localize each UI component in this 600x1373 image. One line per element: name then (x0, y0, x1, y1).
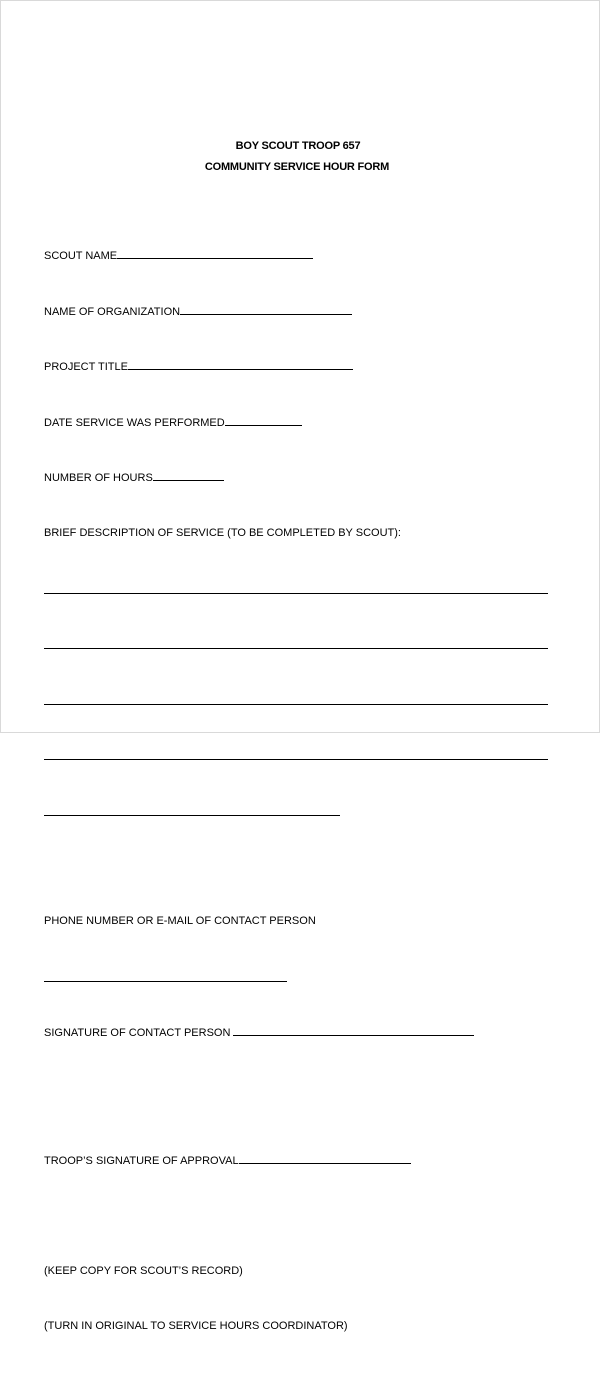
description-row (44, 524, 550, 543)
description-line-1 (44, 579, 550, 598)
description-field-1[interactable] (44, 593, 548, 594)
form-header (1, 136, 599, 176)
organization-label: NAME OF ORGANIZATION (44, 305, 181, 318)
form-body (44, 209, 550, 1373)
organization-field[interactable] (180, 302, 352, 315)
hours-row (44, 468, 550, 487)
spacer (44, 1207, 550, 1225)
date-service-label: DATE SERVICE WAS PERFORMED (44, 416, 225, 429)
contact-signature-field[interactable] (233, 1023, 474, 1036)
date-service-field[interactable] (225, 413, 302, 426)
troop-title: BOY SCOUT TROOP 657 (235, 140, 361, 152)
contact-signature-label: SIGNATURE OF CONTACT PERSON (44, 1026, 231, 1039)
troop-signature-label: TROOP’S SIGNATURE OF APPROVAL (44, 1155, 239, 1167)
hours-label: NUMBER OF HOURS (44, 472, 153, 484)
scout-name-label: SCOUT NAME (44, 250, 118, 262)
description-line-3 (44, 690, 550, 709)
contact-signature-row (44, 1023, 550, 1042)
description-field-3[interactable] (44, 704, 548, 705)
description-line-2 (44, 635, 550, 654)
project-title-label: PROJECT TITLE (44, 361, 128, 373)
project-title-row (44, 357, 550, 376)
contact-line (44, 967, 550, 986)
description-field-2[interactable] (44, 648, 548, 649)
turn-in-note: (TURN IN ORIGINAL TO SERVICE HOURS COORDINATOR) (44, 1320, 348, 1332)
scout-name-field[interactable] (117, 246, 313, 259)
date-service-row (44, 413, 550, 432)
spacer (44, 1078, 550, 1114)
troop-signature-row (44, 1151, 550, 1170)
spacer (44, 857, 550, 875)
form-title: COMMUNITY SERVICE HOUR FORM (204, 161, 390, 173)
contact-field[interactable] (44, 981, 287, 982)
organization-row (44, 302, 550, 321)
contact-row (44, 912, 550, 931)
description-label: BRIEF DESCRIPTION OF SERVICE (TO BE COMPLETED BY SCOUT): (44, 526, 401, 539)
project-title-field[interactable] (128, 357, 353, 370)
keep-copy-note: (KEEP COPY FOR SCOUT’S RECORD) (44, 1264, 243, 1277)
description-line-5 (44, 801, 550, 820)
contact-label: PHONE NUMBER OR E-MAIL OF CONTACT PERSON (44, 914, 316, 927)
troop-signature-field[interactable] (239, 1151, 411, 1164)
hours-field[interactable] (153, 468, 224, 481)
description-field-5[interactable] (44, 815, 340, 816)
scout-name-row (44, 246, 550, 265)
description-field-4[interactable] (44, 759, 548, 760)
description-line-4 (44, 746, 550, 765)
